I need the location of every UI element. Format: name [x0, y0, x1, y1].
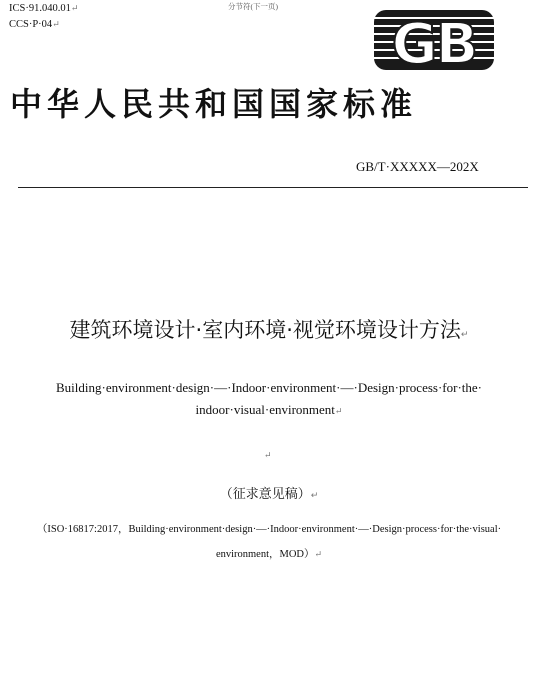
- paragraph-mark-icon: ↵: [460, 330, 469, 340]
- draft-label: [0, 486, 538, 505]
- gb-logo: [372, 8, 496, 72]
- ics-code-text: ICS·91.040.01: [9, 3, 71, 14]
- paragraph-mark-icon: ↵: [70, 3, 79, 13]
- ics-code: [9, 2, 78, 15]
- iso-reference-line2-row: [0, 542, 538, 567]
- header-divider: [18, 187, 528, 188]
- document-title-en-line2: indoor·visual·environment: [195, 402, 335, 417]
- section-break-text: 分节符(下一页): [228, 2, 278, 11]
- paragraph-mark-icon: ↵: [52, 19, 60, 29]
- document-title-zh-text: 建筑环境设计·室内环境·视觉环境设计方法: [69, 318, 461, 342]
- gb-logo-text: GB: [391, 12, 477, 72]
- iso-reference-line1: （ISO·16817:2017，Building·environment·design·—·Indoor·environment·—·Design·process·for·the·visual·: [36, 524, 502, 535]
- paragraph-mark-icon: ↵: [310, 491, 319, 501]
- ccs-code-text: CCS·P·04: [9, 19, 53, 30]
- document-title-en: [0, 377, 538, 422]
- document-title-en-line2-row: [0, 399, 538, 422]
- standard-code: [356, 159, 479, 175]
- paragraph-mark-icon: ↵: [264, 450, 272, 460]
- gb-logo-shape: [374, 10, 494, 72]
- document-title-zh: [0, 316, 538, 349]
- iso-reference-line2: environment，MOD）: [215, 549, 315, 560]
- national-standard-title: 中华人民共和国国家标准: [10, 85, 418, 123]
- document-title-en-line1: Building·environment·design·—·Indoor·environment·—·Design·process·for·the·: [56, 380, 482, 395]
- empty-paragraph: [264, 450, 272, 461]
- paragraph-mark-icon: ↵: [314, 549, 323, 559]
- ccs-code: [9, 18, 60, 31]
- paragraph-mark-icon: ↵: [334, 406, 343, 416]
- standard-code-text: GB/T·XXXXX—202X: [356, 159, 479, 174]
- iso-reference: [0, 518, 538, 567]
- draft-label-text: （征求意见稿）: [219, 487, 311, 502]
- section-break-marker: [228, 2, 278, 12]
